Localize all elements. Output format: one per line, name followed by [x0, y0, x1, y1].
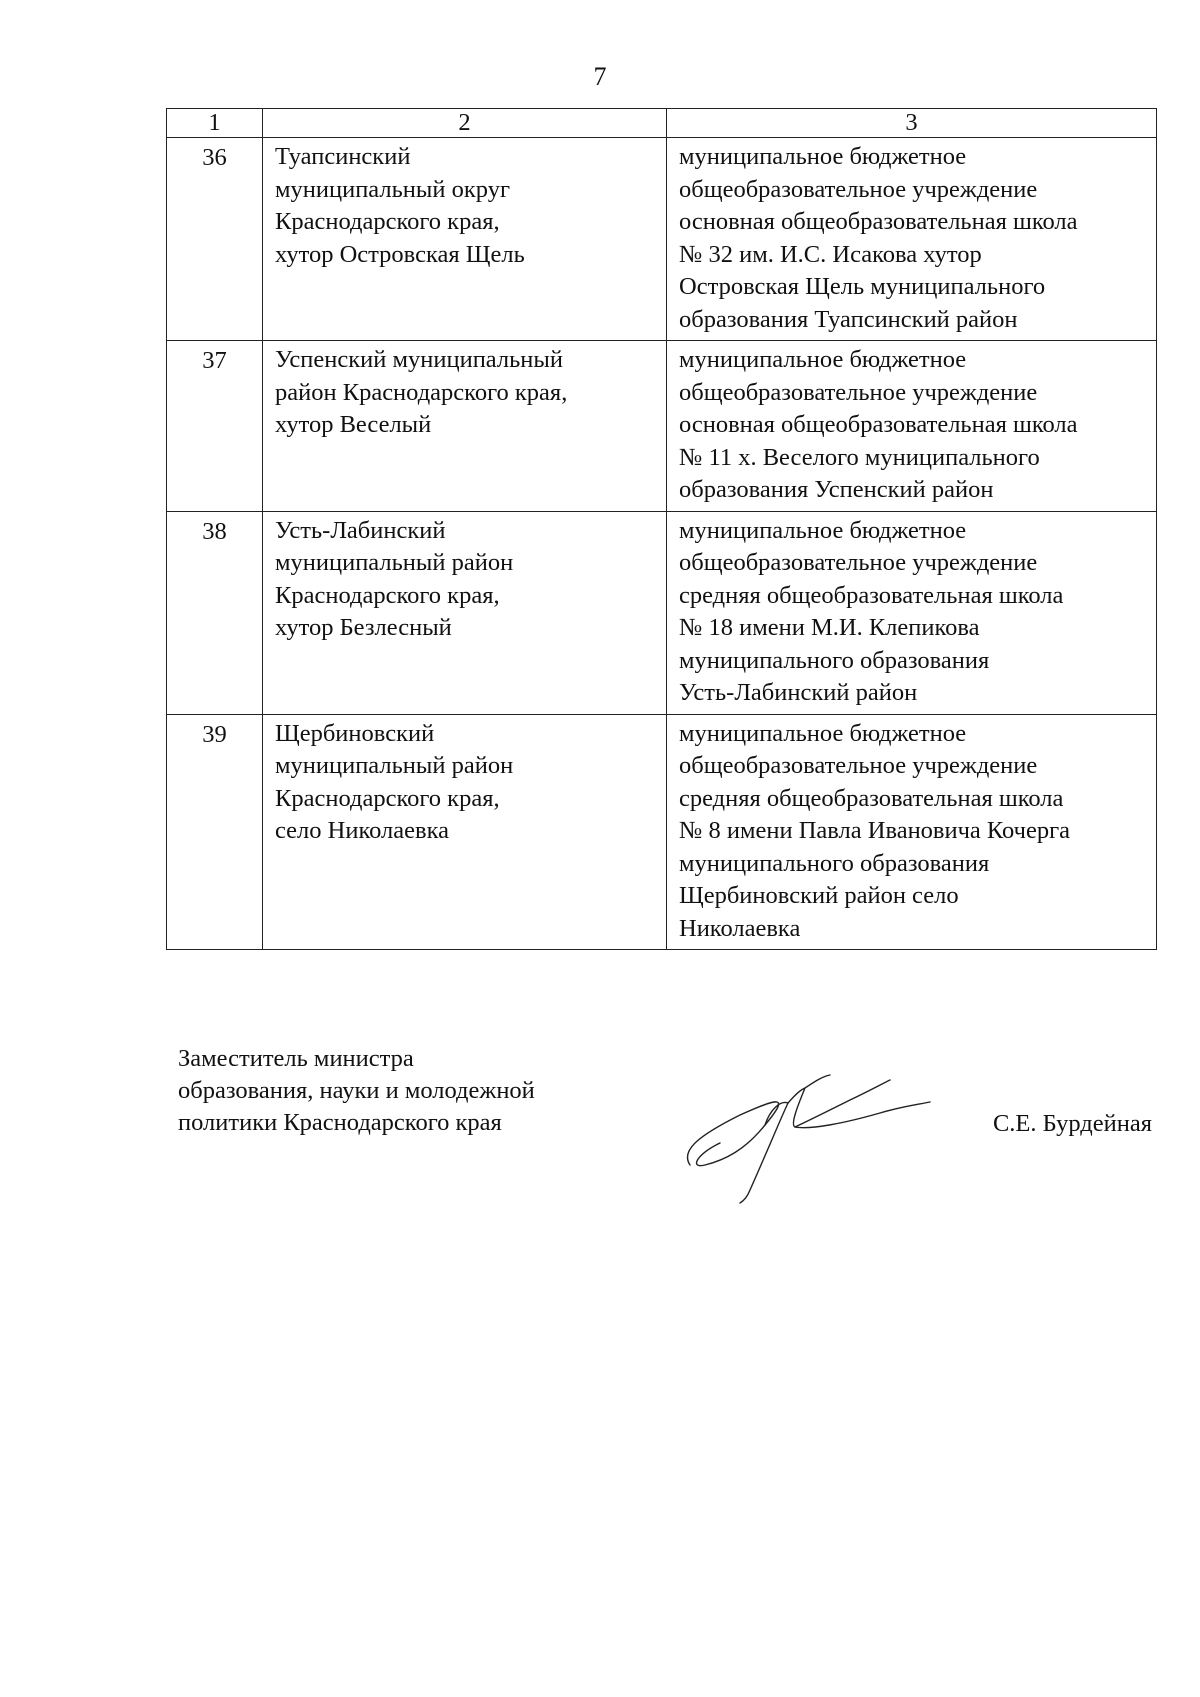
- school-line: Усть-Лабинский район: [679, 679, 918, 706]
- municipality-line: село Николаевка: [275, 817, 449, 844]
- table-row: [167, 341, 1157, 512]
- school-cell: [667, 511, 1157, 714]
- school-line: Николаевка: [679, 914, 801, 942]
- position-line: образования, науки и молодежной: [178, 1077, 535, 1104]
- school-line: средняя общеобразовательная школа: [679, 581, 1064, 609]
- municipality-line: муниципальный район: [275, 549, 514, 576]
- school-cell: [667, 341, 1157, 512]
- school-line: Щербиновский район село: [679, 882, 959, 909]
- school-line: муниципального образования: [679, 849, 990, 877]
- school-line: образования Успенский район: [679, 476, 994, 503]
- row-number: 36: [167, 138, 263, 341]
- school-cell: [667, 714, 1157, 950]
- municipality-line: район Краснодарского края,: [275, 378, 568, 406]
- municipality-line: Краснодарского края,: [275, 581, 500, 609]
- school-line: муниципальное бюджетное: [679, 346, 967, 373]
- school-line: основная общеобразовательная школа: [679, 411, 1078, 438]
- municipality-line: Краснодарского края,: [275, 784, 500, 812]
- page-number: 7: [593, 62, 607, 91]
- school-line: № 8 имени Павла Ивановича Кочерга: [679, 817, 1071, 844]
- school-line: общеобразовательное учреждение: [679, 175, 1038, 203]
- handwritten-signature: [670, 1055, 960, 1205]
- municipality-line: Краснодарского края,: [275, 208, 500, 235]
- school-line: основная общеобразовательная школа: [679, 208, 1078, 235]
- municipality-cell: [263, 511, 667, 714]
- row-number: 37: [167, 341, 263, 512]
- school-line: муниципального образования: [679, 646, 990, 674]
- municipality-cell: [263, 714, 667, 950]
- municipality-line: Щербиновский: [275, 719, 435, 747]
- municipality-line: хутор Веселый: [275, 411, 432, 438]
- school-line: № 11 х. Веселого муниципального: [679, 443, 1040, 471]
- row-number: 38: [167, 511, 263, 714]
- table-row: [167, 511, 1157, 714]
- school-line: Островская Щель муниципального: [679, 273, 1046, 300]
- school-line: муниципальное бюджетное: [679, 516, 967, 544]
- column-header: 2: [263, 109, 667, 138]
- table-header-row: [167, 109, 1157, 138]
- table-row: [167, 138, 1157, 341]
- position-line: Заместитель министра: [178, 1045, 414, 1072]
- row-number: 39: [167, 714, 263, 950]
- school-line: № 18 имени М.И. Клепикова: [679, 614, 980, 641]
- school-cell: [667, 138, 1157, 341]
- school-line: общеобразовательное учреждение: [679, 549, 1038, 576]
- school-line: общеобразовательное учреждение: [679, 378, 1038, 406]
- municipality-line: муниципальный округ: [275, 175, 510, 203]
- school-line: общеобразовательное учреждение: [679, 752, 1038, 779]
- municipality-line: Успенский муниципальный: [275, 346, 563, 373]
- municipality-line: Усть-Лабинский: [275, 516, 446, 544]
- signatory-name: С.Е. Бурдейная: [992, 1110, 1152, 1137]
- school-line: № 32 им. И.С. Исакова хутор: [679, 240, 982, 268]
- school-line: муниципальное бюджетное: [679, 143, 967, 170]
- position-line: политики Краснодарского края: [178, 1109, 502, 1136]
- school-line: средняя общеобразовательная школа: [679, 784, 1064, 812]
- municipality-line: муниципальный район: [275, 752, 514, 779]
- column-header: 1: [167, 109, 263, 138]
- municipality-cell: [263, 138, 667, 341]
- table-row: [167, 714, 1157, 950]
- school-line: муниципальное бюджетное: [679, 719, 967, 747]
- school-line: образования Туапсинский район: [679, 305, 1018, 333]
- column-header: 3: [667, 109, 1157, 138]
- schools-table: [166, 108, 1157, 950]
- municipality-cell: [263, 341, 667, 512]
- table-body: [167, 138, 1157, 950]
- municipality-line: Туапсинский: [275, 143, 411, 170]
- municipality-line: хутор Безлесный: [275, 614, 452, 641]
- signatory-position: [178, 1043, 535, 1139]
- municipality-line: хутор Островская Щель: [275, 240, 525, 268]
